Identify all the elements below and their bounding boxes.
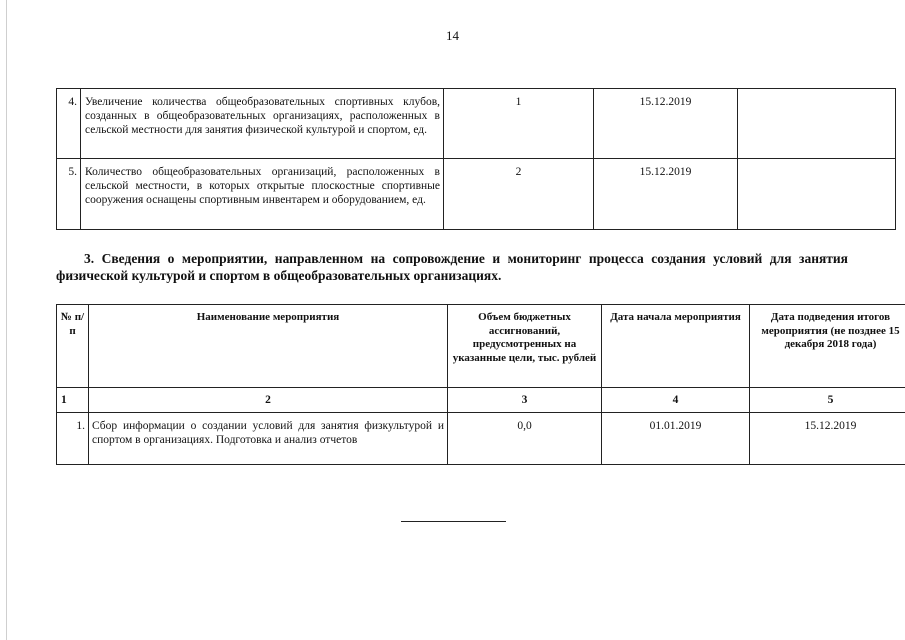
row-number: 5. [57,159,81,230]
column-number: 5 [750,388,905,413]
column-number: 2 [89,388,448,413]
section-heading: 3. Сведения о мероприятии, направленном на сопровождение и мониторинг процесса создания условий для занятия физической культурой и спортом в общеобразовательных организациях. [56,251,848,283]
indicator-date: 15.12.2019 [594,89,738,159]
indicators-table-continuation [56,88,896,230]
indicator-extra [738,159,896,230]
column-number: 1 [57,388,89,413]
events-table [56,304,905,465]
header-start-date: Дата начала мероприятия [602,305,750,388]
header-number: № п/п [57,305,89,388]
indicator-value: 2 [444,159,594,230]
column-number: 3 [448,388,602,413]
closing-rule [401,521,506,522]
column-number: 4 [602,388,750,413]
row-number: 1. [57,413,89,465]
page-number: 14 [446,28,459,43]
header-summary-date: Дата подведения итогов мероприятия (не позднее 15 декабря 2018 года) [750,305,905,388]
table-row [57,89,896,159]
indicator-text: Количество общеобразовательных организаций, расположенных в сельской местности, в которых открытые плоскостные спортивные сооружения оснащены спортивным инвентарем и оборудованием, ед. [81,159,444,230]
row-number: 4. [57,89,81,159]
event-name: Сбор информации о создании условий для занятия физкультурой и спортом в организациях. Подготовка и анализ отчетов [89,413,448,465]
column-numbers-row [57,388,905,413]
event-start-date: 01.01.2019 [602,413,750,465]
indicator-value: 1 [444,89,594,159]
header-budget: Объем бюджетных ассигнований, предусмотренных на указанные цели, тыс. рублей [448,305,602,388]
scan-edge-line [6,0,7,640]
indicator-extra [738,89,896,159]
event-summary-date: 15.12.2019 [750,413,905,465]
event-budget: 0,0 [448,413,602,465]
indicator-text: Увеличение количества общеобразовательных спортивных клубов, созданных в общеобразовательных организациях, расположенных в сельской местности для занятия физической культурой и спортом, ед. [81,89,444,159]
table-row [57,159,896,230]
table-row [57,413,905,465]
header-event-name: Наименование мероприятия [89,305,448,388]
indicator-date: 15.12.2019 [594,159,738,230]
table-header-row [57,305,905,388]
